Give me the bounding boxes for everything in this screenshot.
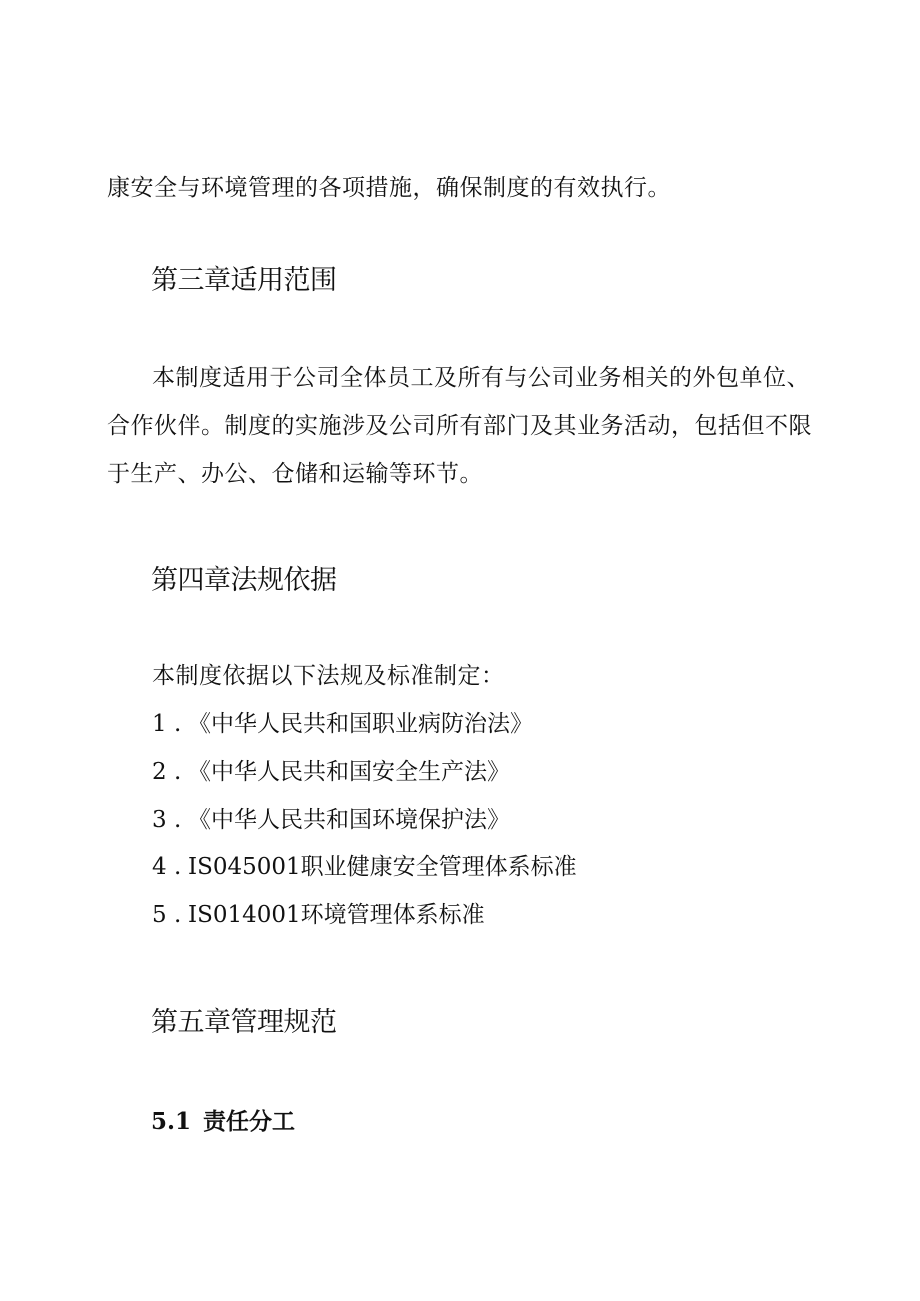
regulation-item [152,804,510,836]
chapter5-title: 第五章管理规范 [151,1007,337,1038]
regulation-item [152,899,485,931]
section-number: 5.1 [151,1108,192,1135]
item-text: 《中华人民共和国职业病防治法》 [188,711,533,737]
chapter3-line-1: 本制度适用于公司全体员工及所有与公司业务相关的外包单位、 [152,365,810,391]
chapter3-line-3: 于生产、办公、仓储和运输等环节。 [107,461,483,487]
regulation-item [152,756,510,788]
item-number: 4 . [152,854,182,880]
section-5-1-heading [151,1106,295,1138]
chapter3-line-2: 合作伙伴。制度的实施涉及公司所有部门及其业务活动，包括但不限 [107,413,812,439]
item-text: IS014001环境管理体系标准 [188,902,485,928]
item-number: 2 . [152,759,182,785]
regulation-item [152,851,577,883]
item-number: 3 . [152,807,182,833]
item-text: 《中华人民共和国环境保护法》 [188,807,510,833]
item-text: 《中华人民共和国安全生产法》 [188,759,510,785]
chapter4-title: 第四章法规依据 [151,565,337,596]
chapter3-title: 第三章适用范围 [151,265,337,296]
regulation-item [152,708,533,740]
item-number: 5 . [152,902,182,928]
chapter4-lead: 本制度依据以下法规及标准制定： [152,663,505,689]
section-title: 责任分工 [203,1108,296,1135]
intro-fragment: 康安全与环境管理的各项措施，确保制度的有效执行。 [107,175,671,201]
item-text: IS045001职业健康安全管理体系标准 [188,854,577,880]
item-number: 1 . [152,711,182,737]
